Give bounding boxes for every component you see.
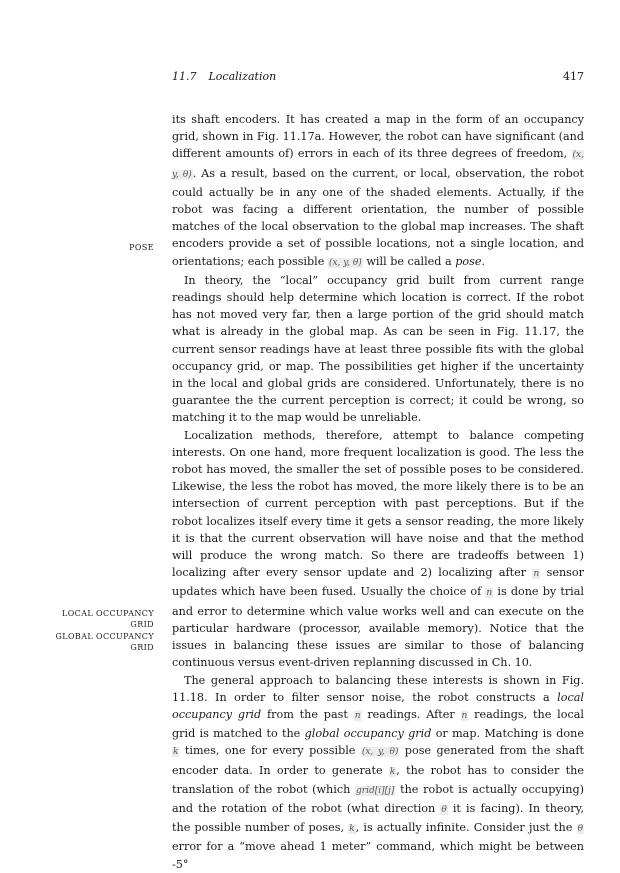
math-theta: θ	[577, 824, 583, 835]
text-run: readings, the local grid is matched to the	[172, 707, 584, 741]
text-run: is done by trial and error to determine which value works well and can execute on the particular hardware (processor, available memory). Notice that the issues in balancing these issues are similar to those of balancing continuous versus event-driven replanning discussed in Ch. 10.	[172, 585, 584, 670]
term-global-occupancy-grid: global occupancy grid	[304, 727, 432, 741]
math-k: k	[389, 766, 396, 777]
text-run: will be called a	[362, 254, 456, 268]
margin-note-line: GLOBAL OCCUPANCY	[55, 632, 154, 641]
running-header	[172, 70, 584, 86]
margin-note-line: GRID	[130, 643, 154, 652]
section-title: Localization	[208, 70, 277, 83]
math-n: n	[354, 710, 361, 721]
text-run: sensor updates which have been fused. Usually the choice of	[172, 566, 585, 599]
math-theta: θ	[441, 804, 447, 815]
margin-note-local-occupancy-grid	[62, 608, 154, 630]
text-run: from the past	[261, 707, 354, 721]
text-run: the robot is actually occupying) and the rotation of the robot (what direction	[172, 782, 584, 815]
paragraph-1	[172, 111, 584, 272]
paragraph-3	[172, 427, 584, 672]
text-run: . As a result, based on the current, or local, observation, the robot could actually be in any one of the shaded elements. Actually, if the robot was facing a different orientation, the number of possible matches of the local observation to the global map increases. The shaft encoders provide a set of possible locations, not a single location, and orientations; each possible	[172, 166, 584, 268]
math-pose-tuple: (x, y, θ)	[328, 257, 362, 268]
math-pose-tuple: (x, y, θ)	[172, 150, 584, 180]
text-run: its shaft encoders. It has created a map in the form of an occupancy grid, shown in Fig. 11.17a. However, the robot can have significant (and different amounts of) errors in each of its three degrees of freedom,	[172, 113, 584, 161]
text-run: The general approach to balancing these interests is shown in Fig. 11.18. In order to filter sensor noise, the robot constructs a	[172, 673, 584, 704]
section-number: 11.7	[172, 70, 197, 83]
math-pose-tuple: (x, y, θ)	[361, 747, 399, 758]
body-text	[172, 111, 584, 873]
math-n: n	[486, 588, 493, 599]
term-pose: pose	[455, 254, 482, 268]
math-grid-index: grid[i][j]	[356, 785, 395, 796]
text-run: Localization methods, therefore, attempt to balance competing interests. On one hand, more frequent localization is good. The less the robot has moved, the smaller the set of possible poses to be considered. Likewise, the less the robot has moved, the more likely there is to be an intersection of current perception with past perceptions. But if the robot localizes itself every time it gets a sensor reading, the more likely it is that the current observation will have noise and that the method will produce the wrong match. So there are tradeoffs between 1) localizing after every sensor update and 2) localizing after	[172, 428, 584, 580]
text-run: pose generated from the shaft encoder data. In order to generate	[172, 744, 584, 777]
text-run: readings. After	[361, 707, 461, 721]
page-number: 417	[563, 70, 584, 83]
margin-note-pose: POSE	[129, 243, 154, 252]
term-local-occupancy-grid: local occupancy grid	[172, 690, 584, 721]
text-run: .	[481, 254, 486, 268]
math-n: n	[533, 569, 540, 580]
math-n: n	[461, 710, 468, 721]
paragraph-4	[172, 672, 584, 873]
math-k: k	[349, 824, 355, 835]
text-run: it is facing). In theory, the possible number of poses,	[172, 801, 584, 835]
math-k: k	[173, 747, 179, 758]
text-run: times, one for every possible	[179, 744, 361, 758]
margin-note-line: LOCAL OCCUPANCY	[62, 609, 154, 618]
text-run: , is actually infinite. Consider just the	[355, 821, 577, 835]
text-run: error for a “move ahead 1 meter” command, which might be between -5°	[172, 840, 584, 871]
margin-note-global-occupancy-grid	[55, 631, 154, 653]
text-run: or map. Matching is done	[431, 727, 584, 741]
paragraph-2: In theory, the “local” occupancy grid built from current range readings should help determine which location is correct. If the robot has not moved very far, then a large portion of the grid should match what is already in the global map. As can be seen in Fig. 11.17, the current sensor readings have at least three possible fits with the global occupancy grid, or map. The possibilities get higher if the uncertainty in the local and global grids are considered. Unfortunately, there is no guarantee the the current perception is correct; it could be wrong, so matching it to the map would be unreliable.	[172, 273, 584, 425]
text-run: , the robot has to consider the translation of the robot (which	[172, 763, 584, 796]
margin-note-line: GRID	[130, 620, 154, 629]
